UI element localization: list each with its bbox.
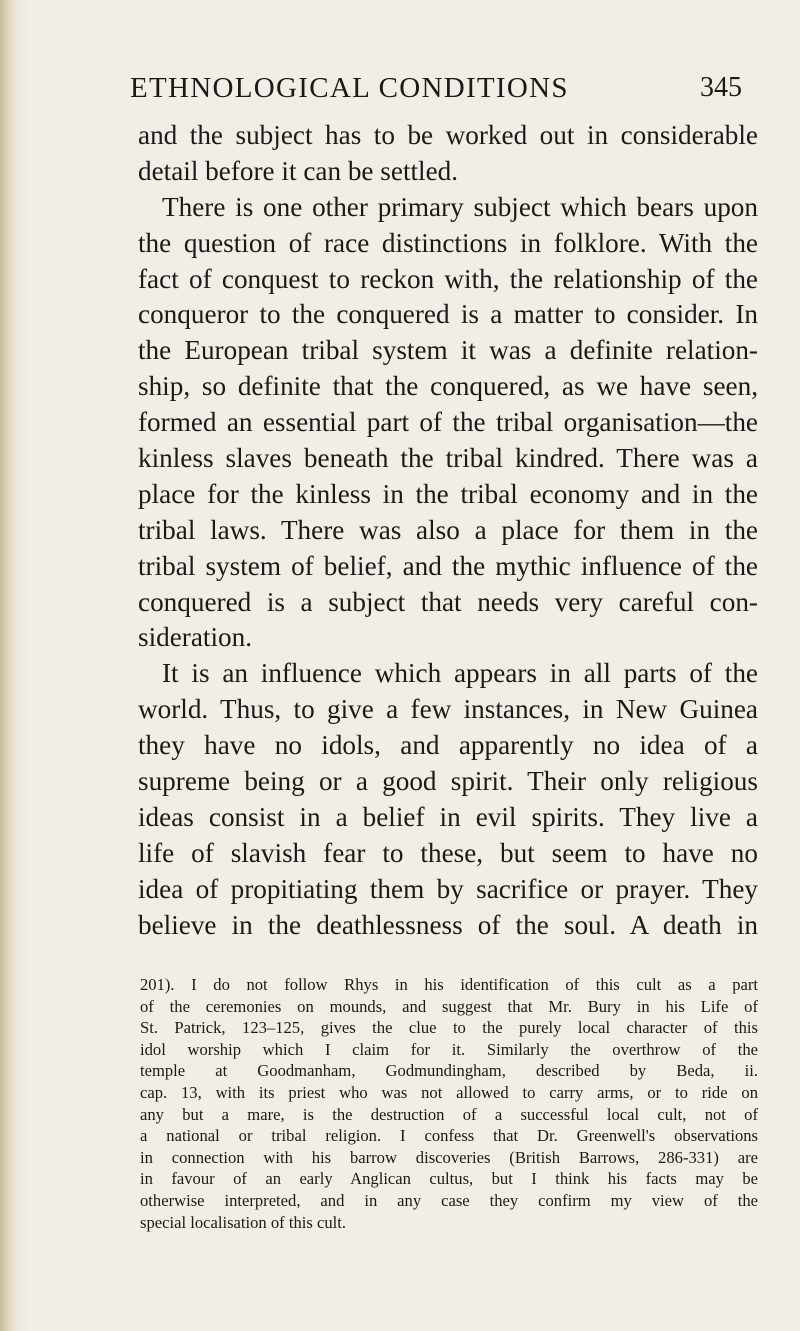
text-line: believe in the deathlessness of the soul. A death in xyxy=(138,909,758,940)
text-line: and the subject has to be worked out in considerable xyxy=(138,120,758,150)
footnote-line: St. Patrick, 123–125, gives the clue to the purely local character of this xyxy=(140,1018,758,1038)
text-line: detail before it can be settled. xyxy=(138,155,459,186)
footnote-line: otherwise interpreted, and in any case they confirm my view of the xyxy=(140,1190,758,1210)
text-line: place for the kinless in the tribal economy and in the xyxy=(138,478,758,509)
text-line: ship, so definite that the conquered, as we have seen, xyxy=(138,371,758,402)
body-text xyxy=(138,118,758,943)
text-line: kinless slaves beneath the tribal kindred. There was a xyxy=(138,443,758,474)
text-line: supreme being or a good spirit. Their only religious xyxy=(138,766,758,797)
text-line: world. Thus, to give a few instances, in New Guinea xyxy=(138,694,758,725)
text-line: they have no idols, and apparently no idea of a xyxy=(138,730,758,761)
footnote-line: special localisation of this cult. xyxy=(140,1212,346,1232)
text-line: It is an influence which appears in all parts of the xyxy=(162,658,758,689)
running-head: ETHNOLOGICAL CONDITIONS xyxy=(130,72,569,104)
footnote-line: temple at Goodmanham, Godmundingham, described by Beda, ii. xyxy=(140,1061,758,1081)
text-line: the question of race distinctions in folklore. With the xyxy=(138,227,758,258)
text-line: ideas consist in a belief in evil spirits. They live a xyxy=(138,801,758,832)
text-line: formed an essential part of the tribal organisation—the xyxy=(138,407,758,438)
page-number: 345 xyxy=(700,72,742,103)
footnote xyxy=(140,974,758,1233)
text-line: conqueror to the conquered is a matter to consider. In xyxy=(138,299,758,330)
footnote-line: of the ceremonies on mounds, and suggest that Mr. Bury in his Life of xyxy=(140,996,758,1016)
footnote-line: in connection with his barrow discoveries (British Barrows, 286-331) are xyxy=(140,1147,758,1167)
footnote-line: 201). I do not follow Rhys in his identification of this cult as a part xyxy=(140,975,758,994)
text-line: life of slavish fear to these, but seem to have no xyxy=(138,837,758,868)
page-gutter xyxy=(0,0,18,1331)
text-line: tribal laws. There was also a place for them in the xyxy=(138,514,758,545)
text-line: fact of conquest to reckon with, the relationship of the xyxy=(138,263,758,294)
footnote-line: a national or tribal religion. I confess that Dr. Greenwell's observations xyxy=(140,1126,758,1146)
footnote-line: idol worship which I claim for it. Similarly the overthrow of the xyxy=(140,1039,758,1059)
footnote-line: cap. 13, with its priest who was not allowed to carry arms, or to ride on xyxy=(140,1082,758,1102)
text-line: tribal system of belief, and the mythic influence of the xyxy=(138,550,758,581)
text-line: the European tribal system it was a definite relation- xyxy=(138,335,758,366)
page-header xyxy=(0,72,800,112)
text-line: sideration. xyxy=(138,622,253,653)
footnote-line: in favour of an early Anglican cultus, but I think his facts may be xyxy=(140,1169,758,1189)
text-line: conquered is a subject that needs very careful con- xyxy=(138,586,758,617)
text-line: idea of propitiating them by sacrifice or prayer. They xyxy=(138,873,758,904)
footnote-line: any but a mare, is the destruction of a successful local cult, not of xyxy=(140,1104,758,1124)
text-line: There is one other primary subject which bears upon xyxy=(162,191,758,222)
